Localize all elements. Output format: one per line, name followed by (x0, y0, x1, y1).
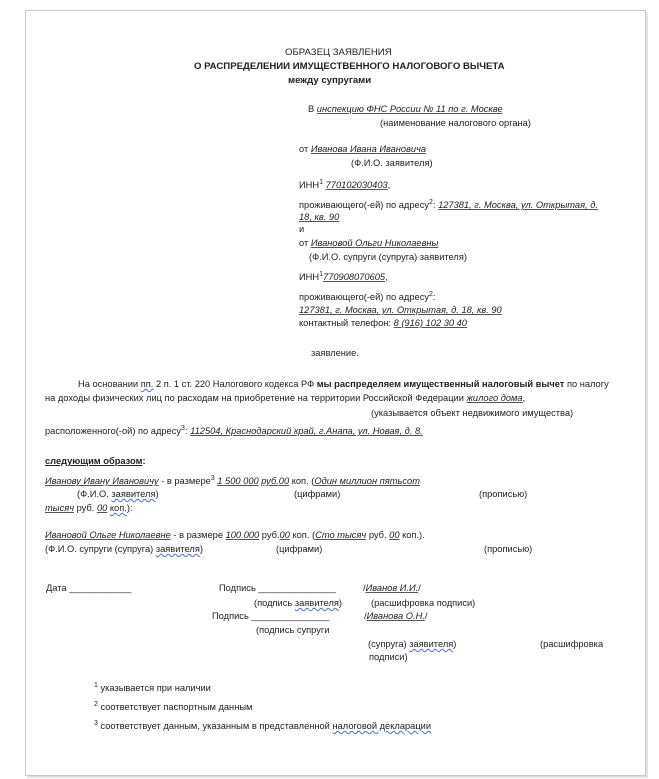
applicant-address-cont: 18, кв. 90 (299, 212, 340, 222)
following-heading: следующим образом: (45, 456, 146, 466)
body-para-2: на доходы физических лиц по расходам на приобретение на территории Российской Федерации жилого дома, (45, 393, 526, 403)
spouse-address: 127381, г. Москва, ул. Открытая, д. 18, кв. 90 (299, 305, 502, 315)
property-type: жилого дома (466, 393, 523, 403)
property-caption: (указывается объект недвижимого имущества) (371, 408, 574, 418)
property-address: расположенного(-ой) по адресу$^3$: 112504, Краснодарский край, г.Анапа, ул. Новая, д. 8. (45, 424, 423, 436)
doc-title-line3: между супругами (288, 75, 372, 86)
doc-title-line2: О РАСПРЕДЕЛЕНИИ ИМУЩЕСТВЕННОГО НАЛОГОВОГО ВЫЧЕТА (194, 61, 505, 72)
doc-kind: заявление. (311, 348, 359, 358)
spouse-address-label: проживающего(-ей) по адресу$^2$: (299, 290, 436, 302)
split-2-caption-words: (прописью) (484, 544, 533, 554)
spouse-inn: ИНН$^1$770908070605, (299, 270, 388, 282)
signature-2: Подпись _______________ (212, 611, 329, 621)
applicant-line: от Иванова Ивана Ивановича (299, 144, 427, 154)
recipient-caption: (наименование налогового органа) (380, 118, 531, 128)
split-1-caption-words: (прописью) (479, 489, 528, 499)
footnote-1: $^1$ указывается при наличии (94, 681, 211, 693)
name-1: /Иванов И.И./ (363, 583, 421, 593)
doc-title-line1: ОБРАЗЕЦ ЗАЯВЛЕНИЯ (285, 47, 392, 58)
document-sheet (25, 10, 646, 776)
split-1-line: Иванову Ивану Ивановичу - в размере$^3$ 1 500 000 руб.00 коп. (Один миллион пятьсот (45, 474, 420, 486)
applicant-inn: ИНН$^1$ 770102030403, (299, 178, 391, 190)
split-1-caption-fio: (Ф.И.О. заявителя) (77, 489, 159, 499)
phone-line: контактный телефон: 8 (916) 102 30 40 (299, 318, 467, 328)
decode-2-caption: (расшифровка (540, 639, 604, 649)
split-1-words-cont: тысяч руб. 00 коп.): (45, 503, 133, 513)
split-2-caption-fio: (Ф.И.О. супруги (супруга) заявителя) (45, 544, 203, 554)
signature-2-caption: (подпись супруги (256, 625, 330, 635)
footnote-3: $^3$ соответствует данным, указанным в представленной налоговой декларации (94, 719, 432, 731)
and-word: и (299, 224, 305, 234)
phone-value: 8 (916) 102 30 40 (393, 318, 467, 328)
spouse-name: Ивановой Ольги Николаевны (310, 238, 439, 248)
split-1-caption-digits: (цифрами) (294, 489, 341, 499)
split-2-line: Ивановой Ольге Николаевне - в размере 100 000 руб.00 коп. (Сто тысяч руб. 00 коп.). (45, 530, 425, 540)
date-field: Дата ____________ (46, 583, 132, 593)
signature-1: Подпись _______________ (219, 583, 336, 593)
signature-2-caption-cont: (супруга) заявителя) (368, 639, 457, 649)
decode-1-caption: (расшифровка подписи) (371, 598, 476, 608)
split-2-caption-digits: (цифрами) (276, 544, 323, 554)
body-para-1: На основании пп. 2 п. 1 ст. 220 Налогового кодекса РФ мы распределяем имущественный налоговый вычет по налогу (78, 379, 609, 389)
recipient-value: инспекцию ФНС России № 11 по г. Москве (316, 104, 503, 114)
applicant-address: проживающего(-ей) по адресу$^2$: 127381, г. Москва, ул. Открытая, д. (299, 198, 598, 210)
spouse-caption: (Ф.И.О. супруги (супруга) заявителя) (309, 252, 467, 262)
footnote-2: $^2$ соответствует паспортным данным (94, 700, 253, 712)
applicant-name: Иванова Ивана Ивановича (310, 144, 427, 154)
name-2: /Иванова О.Н./ (364, 611, 428, 621)
spouse-line: от Ивановой Ольги Николаевны (299, 238, 439, 248)
applicant-caption: (Ф.И.О. заявителя) (351, 158, 433, 168)
recipient-line: В инспекцию ФНС России № 11 по г. Москве (308, 104, 503, 114)
decode-2-caption-cont: подписи) (369, 652, 408, 662)
signature-1-caption: (подпись заявителя) (254, 598, 343, 608)
